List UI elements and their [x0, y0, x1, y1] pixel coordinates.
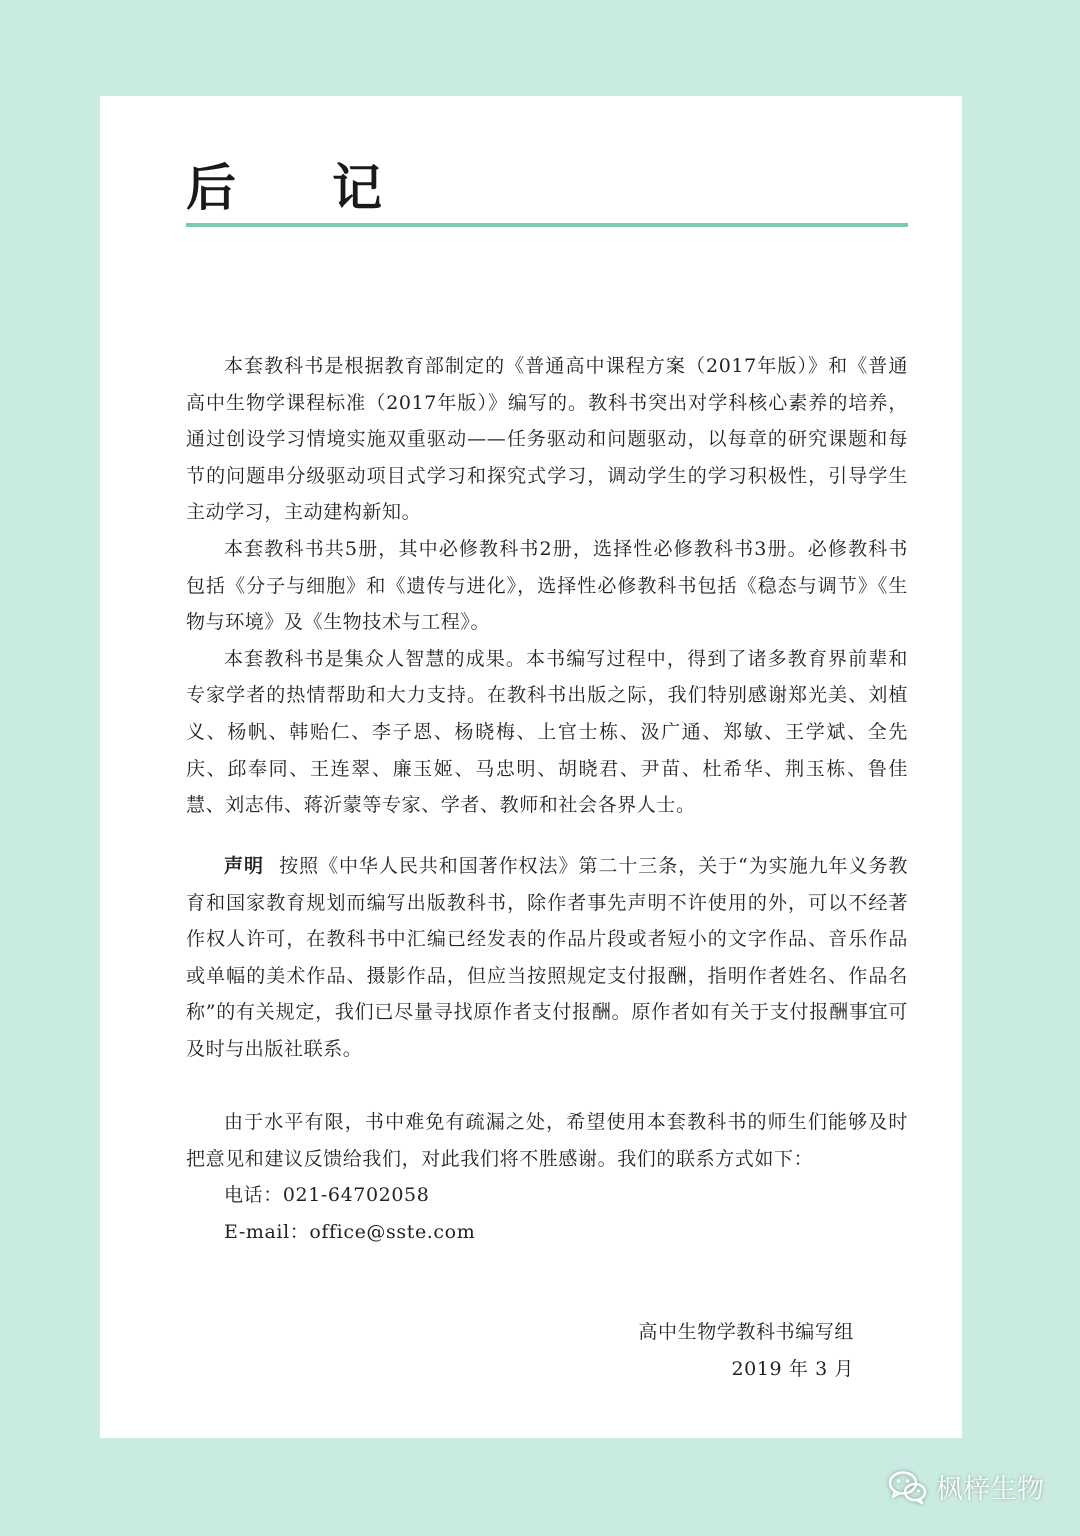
email-label: E-mail：: [224, 1220, 310, 1243]
document-page: [100, 96, 962, 1438]
feedback-section: [186, 1104, 908, 1250]
watermark: [888, 1467, 1044, 1506]
signature-date: 2019 年 3 月: [731, 1358, 854, 1380]
statement-paragraph: [186, 848, 908, 1068]
phone-label: 电话：: [224, 1184, 283, 1207]
email-address: office@sste.com: [309, 1220, 476, 1243]
wechat-icon: [888, 1470, 928, 1504]
signature-block: [638, 1314, 854, 1388]
phone-line: [186, 1177, 908, 1214]
email-line: [186, 1214, 908, 1251]
signature-group: 高中生物学教科书编写组: [638, 1321, 854, 1343]
statement-label: 声明: [224, 855, 264, 877]
feedback-paragraph: 由于水平有限，书中难免有疏漏之处，希望使用本套教科书的师生们能够及时把意见和建议反馈给我们，对此我们将不胜感谢。我们的联系方式如下：: [186, 1111, 908, 1170]
paragraph-curriculum: 本套教科书是根据教育部制定的《普通高中课程方案（2017年版）》和《普通高中生物学课程标准（2017年版）》编写的。教科书突出对学科核心素养的培养，通过创设学习情境实施双重驱动——任务驱动和问题驱动，以每章的研究课题和每节的问题串分级驱动项目式学习和探究式学习，调动学生的学习积极性，引导学生主动学习，主动建构新知。: [186, 355, 908, 524]
title-divider: [186, 223, 908, 227]
statement-section: [186, 848, 908, 1068]
paragraph-acknowledgements: 本套教科书是集众人智慧的成果。本书编写过程中，得到了诸多教育界前辈和专家学者的热情帮助和大力支持。在教科书出版之际，我们特别感谢郑光美、刘植义、杨帆、韩贻仁、李子恩、杨晓梅、上官士栋、汲广通、郑敏、王学斌、全先庆、邱奉同、王连翠、廉玉姬、马忠明、胡晓君、尹苗、杜希华、荆玉栋、鲁佳慧、刘志伟、蒋沂蒙等专家、学者、教师和社会各界人士。: [186, 647, 908, 817]
intro-section: [186, 348, 908, 824]
page-title: 后记: [186, 159, 478, 217]
phone-number: 021-64702058: [282, 1184, 430, 1207]
watermark-text: 枫梓生物: [936, 1474, 1044, 1505]
statement-text: 按照《中华人民共和国著作权法》第二十三条，关于“为实施九年义务教育和国家教育规划而编写出版教科书，除作者事先声明不许使用的外，可以不经著作权人许可，在教科书中汇编已经发表的作品片段或者短小的文字作品、音乐作品或单幅的美术作品、摄影作品，但应当按照规定支付报酬，指明作者姓名、作品名称”的有关规定，我们已尽量寻找原作者支付报酬。原作者如有关于支付报酬事宜可及时与出版社联系。: [186, 855, 909, 1060]
paragraph-volumes: 本套教科书共5册，其中必修教科书2册，选择性必修教科书3册。必修教科书包括《分子与细胞》和《遗传与进化》，选择性必修教科书包括《稳态与调节》《生物与环境》及《生物技术与工程》。: [186, 537, 908, 634]
